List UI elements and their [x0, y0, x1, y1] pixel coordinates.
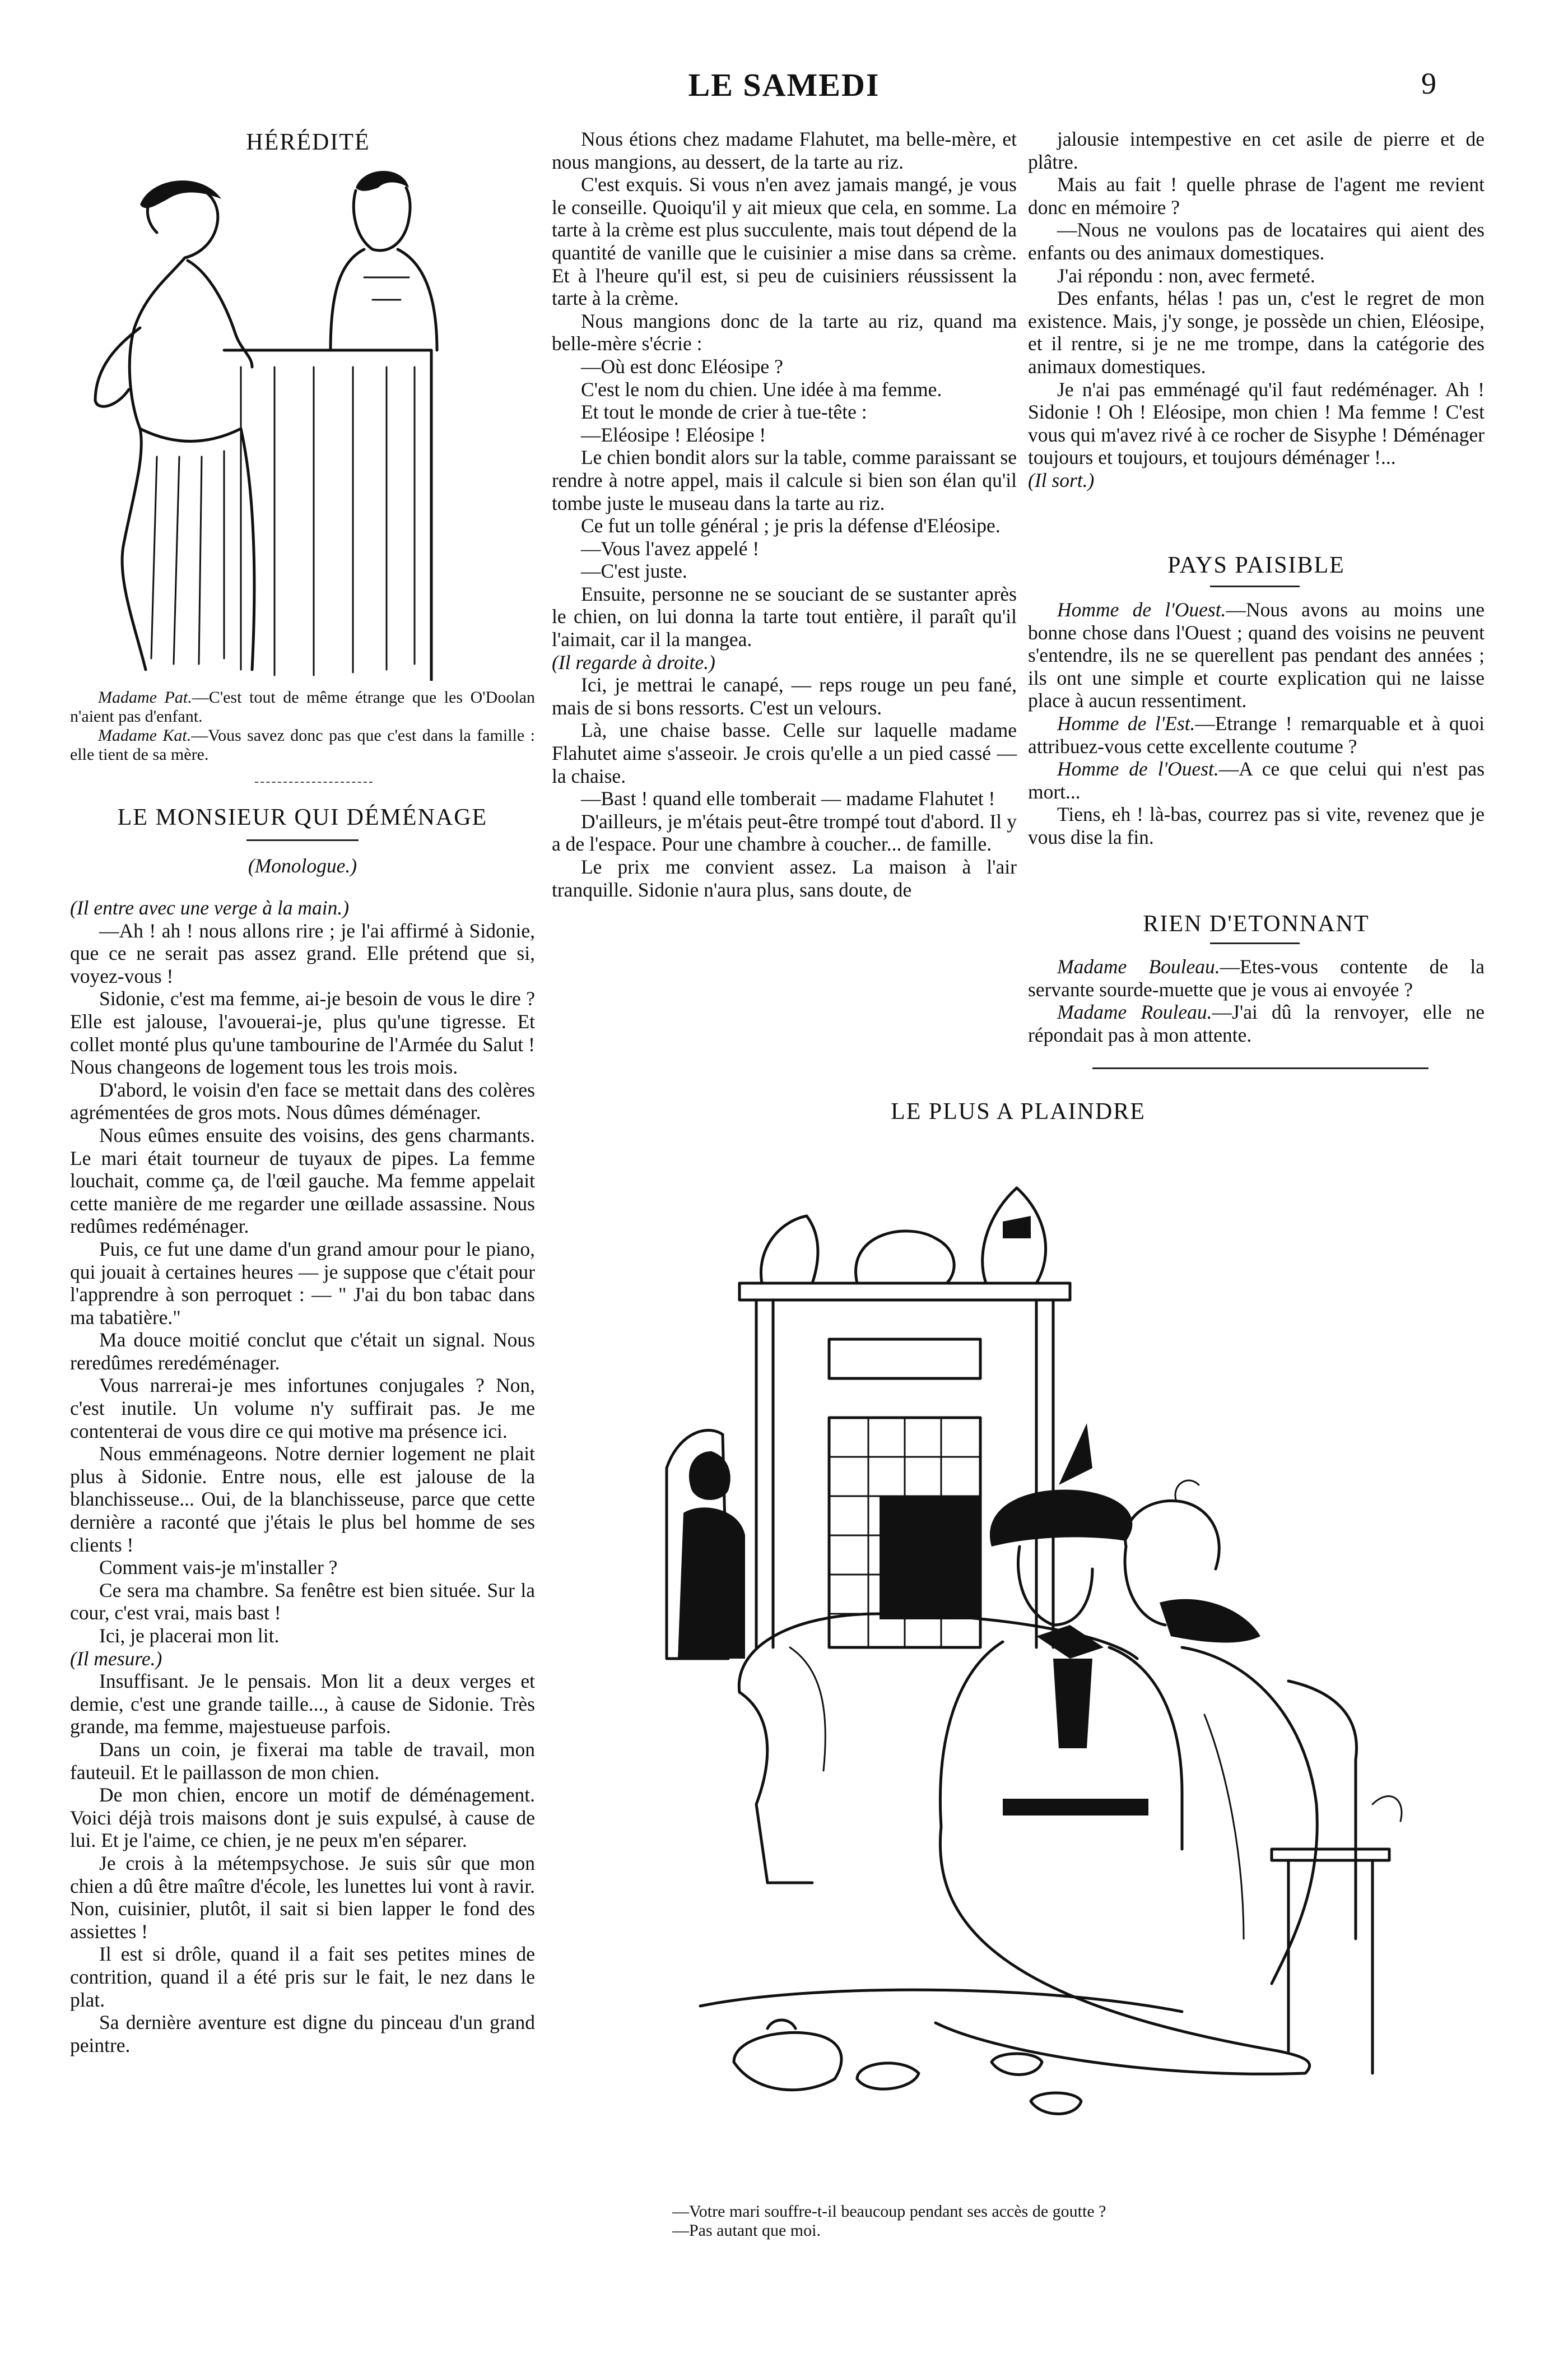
paragraph: Et tout le monde de crier à tue-tête : [581, 401, 867, 424]
paragraph: D'ailleurs, je m'étais peut-être trompé tout d'abord. Il y a de l'espace. Pour une chambre à coucher... de famille. [552, 810, 1017, 856]
paragraph: C'est exquis. Si vous n'en avez jamais mangé, je vous le conseille. Quoiqu'il y ait mieux que cela, en somme. La tarte à la crème est plus succulente, mais tout dépend de la quantité de vanille que le cuisinier a mise dans sa crème. Et à l'heure qu'il est, si peu de cuisiniers réussissent la tarte à la crème. [552, 173, 1017, 310]
spoken-text: —Nous avons au moins une bonne chose dans l'Ouest ; quand des voisins ne peuvent s'entendre, ils ne se querellent pas pendant des années ; ils ont une simple et courte explication qui ne laisse place à aucun ressentiment. [1028, 598, 1485, 712]
paragraph: Le prix me convient assez. La maison à l'air tranquille. Sidonie n'aura plus, sans doute, de [552, 856, 1017, 901]
paragraph: Des enfants, hélas ! pas un, c'est le regret de mon existence. Mais, j'y songe, je possède un chien, Eléosipe, et il rentre, si je ne me trompe, dans la catégorie des animaux domestiques. [1028, 287, 1485, 378]
paragraph: Là, une chaise basse. Celle sur laquelle madame Flahutet aime s'asseoir. Je crois qu'elle a un pied cassé — la chaise. [552, 719, 1017, 787]
dialogue-line [1028, 803, 1485, 848]
plaindre-caption [672, 2202, 1401, 2240]
paragraph: Le chien bondit alors sur la table, comme paraissant se rendre à notre appel, mais il calcule si bien son élan qu'il tombe juste le museau dans la tarte au riz. [552, 446, 1017, 514]
paragraph: Comment vais-je m'installer ? [99, 1556, 338, 1579]
paragraph: Dans un coin, je fixerai ma table de travail, mon fauteuil. Et le paillasson de mon chien. [70, 1738, 535, 1784]
paragraph: Insuffisant. Je le pensais. Mon lit a deux verges et demie, c'est une grande taille..., à cause de Sidonie. Très grande, ma femme, majestueuse parfois. [70, 1670, 535, 1738]
paragraph: Puis, ce fut une dame d'un grand amour pour le piano, qui jouait à certaines heures — je suppose que c'était pour l'apprendre à son perroquet : — " J'ai du bon tabac dans ma tabatière." [70, 1237, 535, 1329]
paragraph: Il est si drôle, quand il a fait ses petites mines de contrition, quand il a été pris sur le fait, le nez dans le plat. [70, 1943, 535, 2011]
paragraph: Ce sera ma chambre. Sa fenêtre est bien située. Sur la cour, c'est vrai, mais bast ! [70, 1578, 535, 1624]
paragraph: —Bast ! quand elle tomberait — madame Flahutet ! [581, 787, 995, 810]
plaindre-caption-line-2: —Pas autant que moi. [672, 2221, 821, 2240]
paragraph: D'abord, le voisin d'en face se mettait dans des colères agrémentées de gros mots. Nous dûmes déménager. [70, 1078, 535, 1124]
spoken-text: —C'est tout de même étrange que les O'Doolan n'aient pas d'enfant. [70, 688, 535, 726]
plaindre-caption-line-1: —Votre mari souffre-t-il beaucoup pendant ses accès de goutte ? [672, 2202, 1106, 2221]
title-rule [1210, 942, 1300, 944]
section-divider [255, 782, 373, 783]
dialogue-line [1028, 712, 1485, 758]
plaindre-title: LE PLUS A PLAINDRE [891, 1099, 1146, 1125]
dialogue-line [1028, 955, 1485, 1001]
speaker: Madame Pat. [98, 688, 192, 707]
paisible-body [1028, 598, 1485, 849]
paragraph: Sa dernière aventure est digne du pinceau d'un grand peintre. [70, 2011, 535, 2056]
speaker: Madame Bouleau. [1057, 955, 1220, 978]
paragraph: Nous étions chez madame Flahutet, ma belle-mère, et nous mangions, au dessert, de la tarte au riz. [552, 128, 1017, 173]
subtitle-text: (Monologue.) [248, 855, 357, 877]
demenage-title: LE MONSIEUR QUI DÉMÉNAGE [117, 805, 488, 830]
dialogue-line [1028, 758, 1485, 803]
paragraph: J'ai répondu : non, avec fermeté. [1057, 264, 1315, 287]
two-women-drawing [73, 165, 538, 681]
demenage-column-3 [1028, 128, 1485, 492]
etonnant-title: RIEN D'ETONNANT [1143, 911, 1370, 937]
demenage-column-2 [552, 128, 1017, 901]
speaker: Homme de l'Ouest. [1057, 598, 1226, 621]
paragraph: (Il regarde à droite.) [552, 651, 715, 674]
paragraph: Ensuite, personne ne se souciant de se sustanter après le chien, on lui donna la tarte tout entière, il paraît qu'il l'aimait, car il la mangea. [552, 582, 1017, 651]
paragraph: Nous mangions donc de la tarte au riz, quand ma belle-mère s'écrie : [552, 309, 1017, 355]
paragraph: C'est le nom du chien. Une idée à ma femme. [581, 378, 942, 401]
paragraph: (Il mesure.) [70, 1647, 162, 1670]
paragraph: Nous emménageons. Notre dernier logement ne plait plus à Sidonie. Entre nous, elle est jalouse de la blanchisseuse... Oui, de la blanchisseuse, parce que cette dernière a raconté que j'étais le plus bel homme de ses clients ! [70, 1442, 535, 1556]
paragraph: —Nous ne voulons pas de locataires qui aient des enfants ou des animaux domestiques. [1028, 219, 1485, 264]
paragraph: Nous eûmes ensuite des voisins, des gens charmants. Le mari était tourneur de tuyaux de pipes. La femme louchait, comme ça, de l'œil gauche. Ma femme appelait cette manière de me regarder une œillade assassine. Nous redûmes redéménager. [70, 1123, 535, 1238]
paragraph: (Il sort.) [1028, 468, 1095, 491]
dialogue-line [1028, 1001, 1485, 1046]
heredite-illustration [73, 165, 538, 681]
heredite-title: HÉRÉDITÉ [246, 129, 370, 155]
paragraph: —Eléosipe ! Eléosipe ! [581, 423, 766, 446]
paragraph: —Vous l'avez appelé ! [581, 537, 760, 560]
paragraph: —Où est donc Eléosipe ? [581, 355, 783, 378]
masthead-title: LE SAMEDI [688, 67, 880, 103]
paragraph: Je crois à la métempsychose. Je suis sûr que mon chien a dû être maître d'école, les lunettes lui vont à ravir. Non, cuisinier, plutôt, il sait si bien lapper le fond des assiettes ! [70, 1851, 535, 1943]
heredite-caption-line-1 [70, 688, 535, 726]
paragraph: (Il entre avec une verge à la main.) [70, 897, 350, 919]
speaker: Homme de l'Est. [1057, 712, 1195, 735]
plaindre-illustration [644, 1154, 1423, 2185]
paisible-title: PAYS PAISIBLE [1167, 552, 1345, 578]
speaker: Homme de l'Ouest. [1057, 758, 1219, 781]
paragraph: De mon chien, encore un motif de déménagement. Voici déjà trois maisons dont je suis expulsé, à cause de lui. Et je l'aime, ce chien, je ne peux m'en séparer. [70, 1784, 535, 1852]
spoken-text: —J'ai dû la renvoyer, elle ne répondait pas à mon attente. [1028, 1001, 1485, 1046]
etonnant-body [1028, 955, 1485, 1046]
paragraph: Vous narrerai-je mes infortunes conjugales ? Non, c'est inutile. Un volume n'y suffirait pas. Je me contenterai de vous dire ce qui motive ma présence ici. [70, 1374, 535, 1442]
heredite-caption [70, 688, 535, 764]
speaker: Madame Kat. [98, 726, 192, 745]
paragraph: Je n'ai pas emménagé qu'il faut redéménager. Ah ! Sidonie ! Oh ! Eléosipe, mon chien ! Ma femme ! C'est vous qui m'avez rivé à ce rocher de Sisyphe ! Déménager toujours et toujours, et toujours déménager !... [1028, 378, 1485, 469]
paragraph: Ma douce moitié conclut que c'était un signal. Nous reredûmes reredéménager. [70, 1329, 535, 1374]
title-rule [246, 839, 359, 841]
spoken-text: —Vous savez donc pas que c'est dans la famille : elle tient de sa mère. [70, 726, 535, 764]
drawing-room-scene [644, 1154, 1423, 2185]
paragraph: —Ah ! ah ! nous allons rire ; je l'ai affirmé à Sidonie, que ce ne serait pas assez grand. Elle prétend que si, voyez-vous ! [70, 919, 535, 987]
paragraph: Sidonie, c'est ma femme, ai-je besoin de vous le dire ? Elle est jalouse, l'avouerai-je, plus qu'une tigresse. Et collet monté plus qu'une tambourine de l'Armée du Salut ! Nous changeons de logement tous les trois mois. [70, 987, 535, 1079]
heredite-caption-line-2 [70, 726, 535, 764]
paragraph: jalousie intempestive en cet asile de pierre et de plâtre. [1028, 128, 1485, 173]
paragraph: —C'est juste. [581, 560, 687, 583]
paragraph: Ici, je placerai mon lit. [99, 1624, 280, 1647]
spoken-text: —A ce que celui qui n'est pas mort... [1028, 758, 1485, 803]
spoken-text: Tiens, eh ! là-bas, courrez pas si vite, revenez que je vous dise la fin. [1028, 803, 1485, 848]
speaker: Madame Rouleau. [1057, 1001, 1212, 1024]
title-rule [1210, 586, 1300, 587]
dialogue-line [1028, 598, 1485, 712]
paragraph: Ici, je mettrai le canapé, — reps rouge un peu fané, mais de si bons ressorts. C'est un velours. [552, 674, 1017, 719]
demenage-column-1 [70, 897, 535, 2056]
page-number: 9 [1421, 67, 1436, 100]
demenage-subtitle [70, 855, 535, 877]
spoken-text: —Etrange ! remarquable et à quoi attribuez-vous cette excellente coutume ? [1028, 712, 1485, 758]
section-divider [1092, 1067, 1429, 1069]
paragraph: Mais au fait ! quelle phrase de l'agent me revient donc en mémoire ? [1028, 173, 1485, 219]
spoken-text: —Etes-vous contente de la servante sourde-muette que je vous ai envoyée ? [1028, 955, 1485, 1001]
paragraph: Ce fut un tolle général ; je pris la défense d'Eléosipe. [581, 514, 1001, 537]
